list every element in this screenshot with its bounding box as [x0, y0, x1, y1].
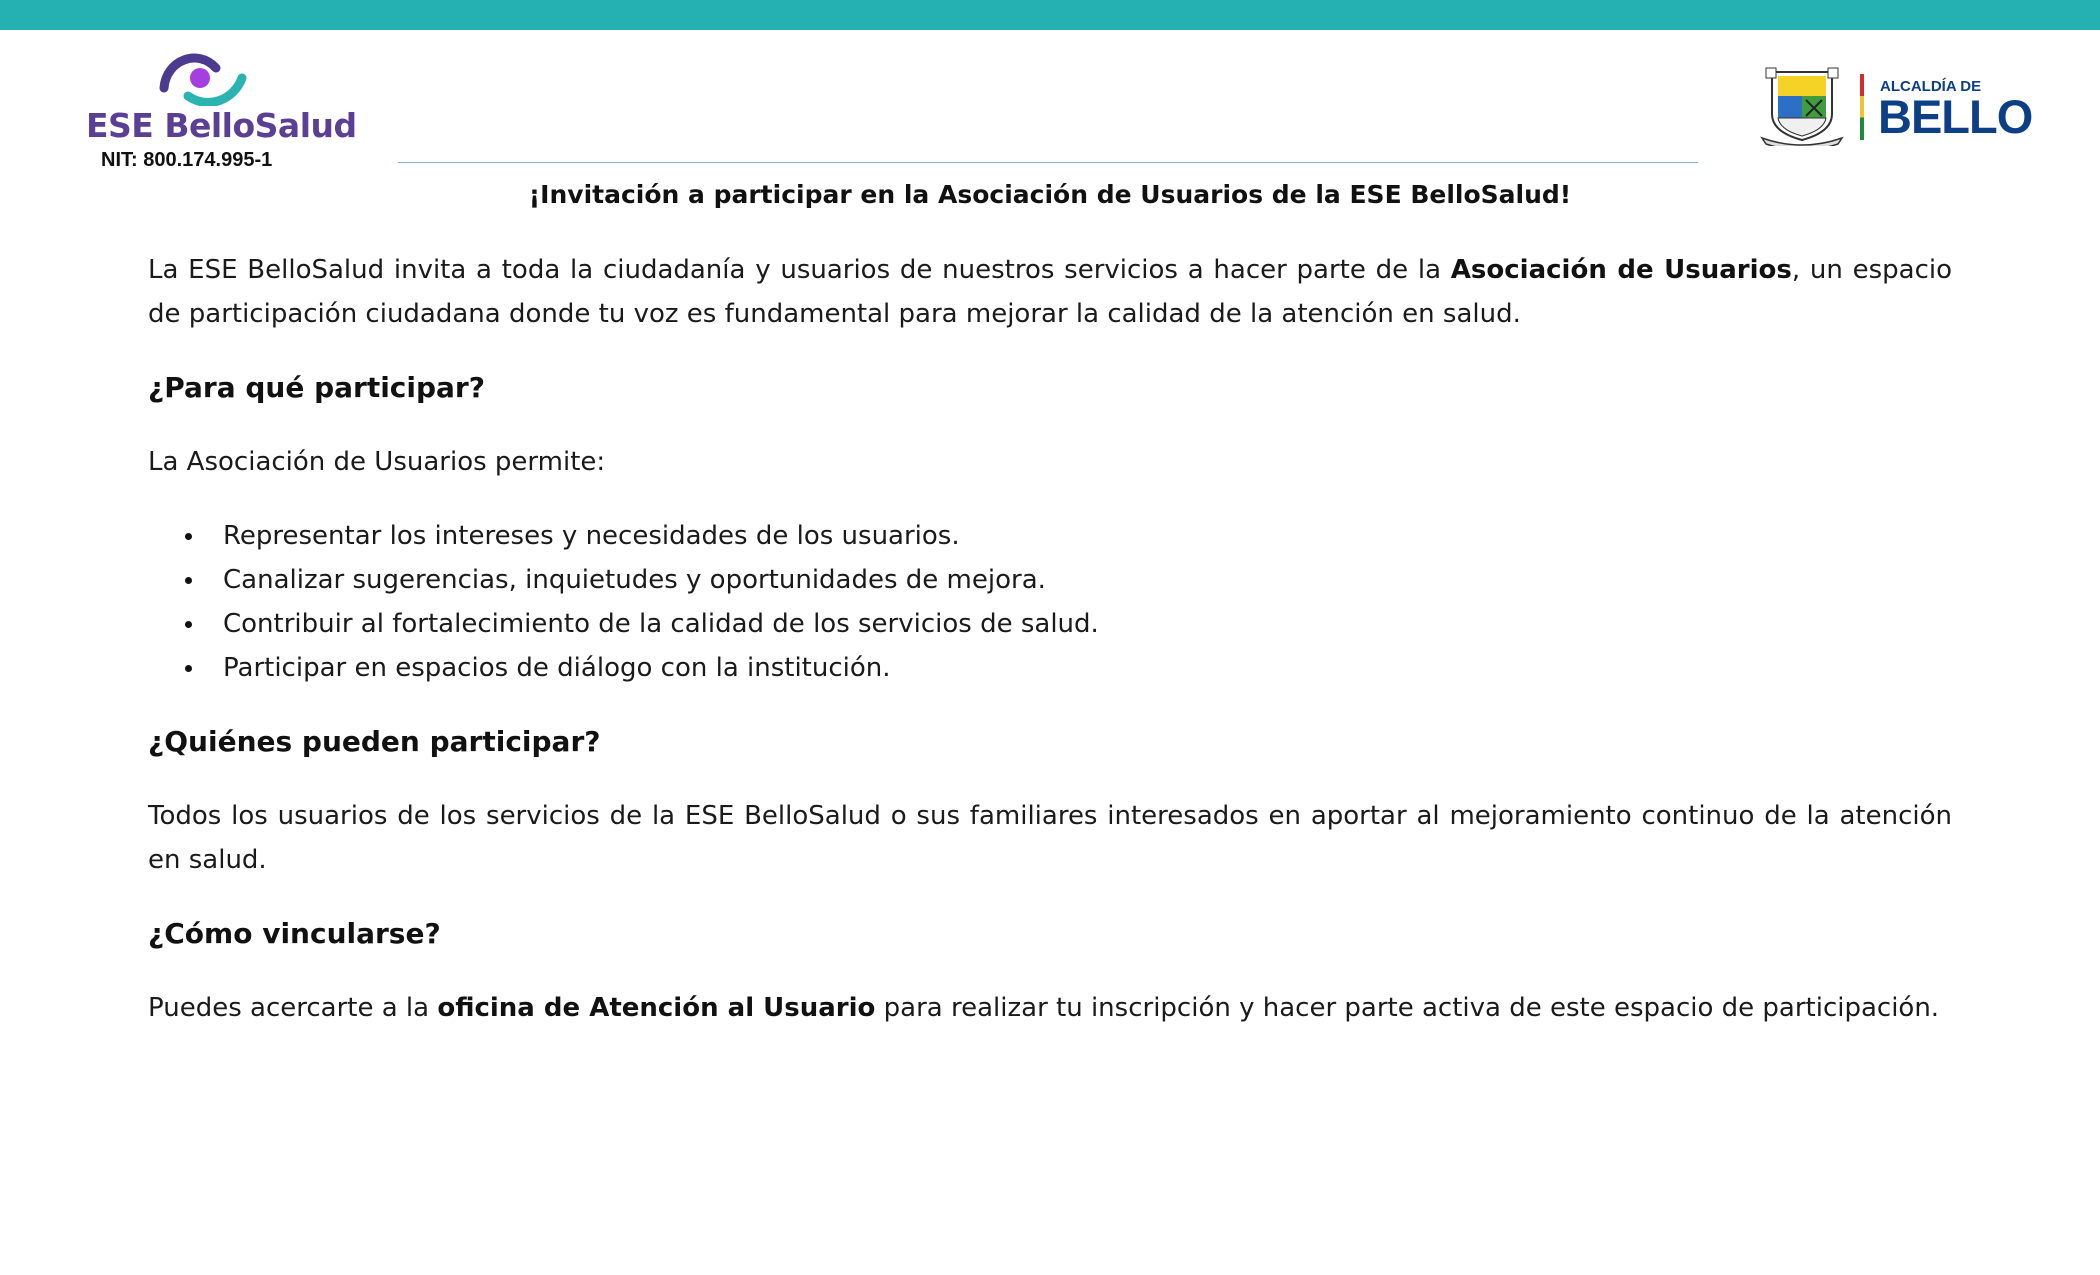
alcaldia-label: ALCALDÍA DE [1880, 78, 1982, 95]
purpose-list [148, 514, 1952, 690]
bullet-icon [185, 665, 192, 672]
bello-label: BELLO [1878, 90, 2033, 143]
list-item-text: Contribuir al fortalecimiento de la calidad de los servicios de salud. [223, 609, 1099, 639]
intro-text-b: , un espacio de participación ciudadana donde tu voz es fundamental para mejorar la calidad de la atención en salud. [148, 255, 1953, 329]
list-item [148, 558, 1952, 602]
how-bold: oficina de Atención al Usuario [437, 993, 876, 1023]
how-text-b: para realizar tu inscripción y hacer parte activa de este espacio de participación. [875, 993, 1940, 1023]
heading-who: ¿Quiénes pueden participar? [148, 725, 601, 758]
list-item-text: Participar en espacios de diálogo con la institución. [223, 653, 891, 683]
how-text-a: Puedes acercarte a la [148, 993, 438, 1023]
document-body [148, 248, 1952, 1030]
heading-purpose: ¿Para qué participar? [148, 371, 485, 404]
brand-name: ESE BelloSalud [86, 106, 357, 145]
header-divider [398, 162, 1698, 163]
coat-of-arms-icon [1758, 66, 1846, 146]
top-color-bar [0, 0, 2100, 30]
alcaldia-bello-logo [1758, 64, 2033, 148]
flag-separator [1860, 74, 1864, 140]
list-item-text: Representar los intereses y necesidades de los usuarios. [223, 521, 960, 551]
list-item [148, 514, 1952, 558]
intro-paragraph [148, 248, 1952, 336]
bellosalud-logo-icon [158, 48, 250, 106]
purpose-lead: La Asociación de Usuarios permite: [148, 447, 606, 477]
list-item [148, 646, 1952, 690]
nit-number: NIT: 800.174.995-1 [101, 149, 273, 171]
document-title: ¡Invitación a participar en la Asociación de Usuarios de la ESE BelloSalud! [528, 180, 1572, 209]
intro-text-a: La ESE BelloSalud invita a toda la ciudadanía y usuarios de nuestros servicios a hacer parte de la [148, 255, 1451, 285]
heading-how: ¿Cómo vincularse? [148, 917, 441, 950]
intro-bold: Asociación de Usuarios [1450, 255, 1792, 285]
bullet-icon [185, 621, 192, 628]
bullet-icon [185, 533, 192, 540]
how-paragraph [148, 986, 1952, 1030]
bullet-icon [185, 577, 192, 584]
list-item-text: Canalizar sugerencias, inquietudes y oportunidades de mejora. [223, 565, 1046, 595]
who-paragraph: Todos los usuarios de los servicios de la ESE BelloSalud o sus familiares interesados en aportar al mejoramiento continuo de la atención en salud. [148, 801, 1952, 875]
list-item [148, 602, 1952, 646]
